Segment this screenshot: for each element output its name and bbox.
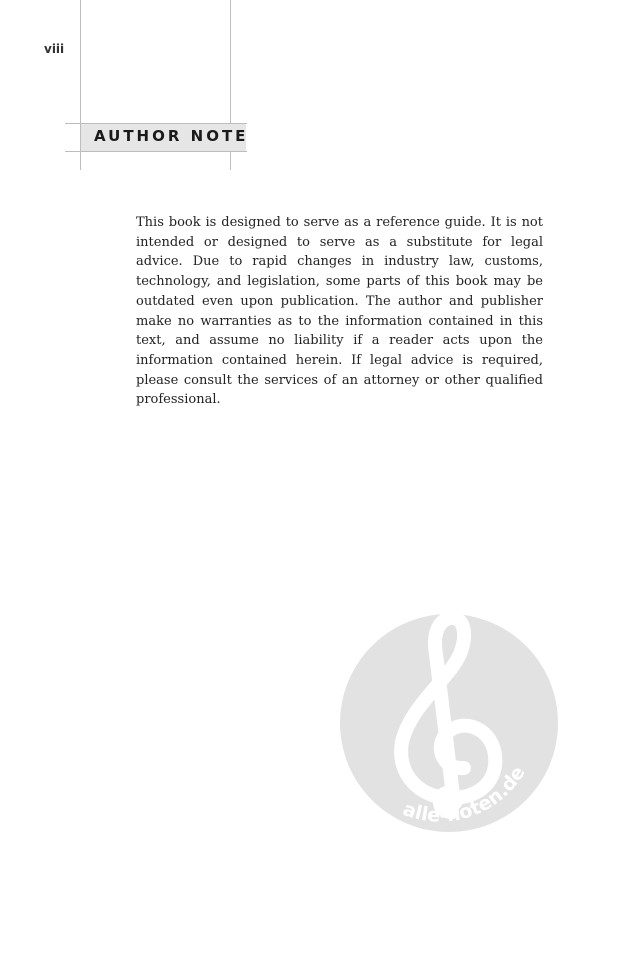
chapter-title: AUTHOR NOTE (94, 127, 249, 145)
treble-clef-icon (340, 614, 558, 832)
decorative-horizontal-rule-bottom (65, 151, 247, 152)
author-note-paragraph: This book is designed to serve as a reference guide. It is not intended or designed to serve as a substitute for legal advice. Due to rapid changes in industry law, customs, technology, and legislation, some parts of this book may be outdated even upon publication. The author and publisher make no warranties as to the information contained in this text, and assume no liability if a reader acts upon the information contained herein. If legal advice is required, please consult the services of an attorney or other qualified professional. (136, 215, 543, 408)
page-number: viii (44, 42, 65, 56)
watermark-logo (340, 614, 558, 832)
decorative-horizontal-rule-top (65, 123, 247, 124)
watermark-text: alle-noten.de (400, 762, 530, 827)
